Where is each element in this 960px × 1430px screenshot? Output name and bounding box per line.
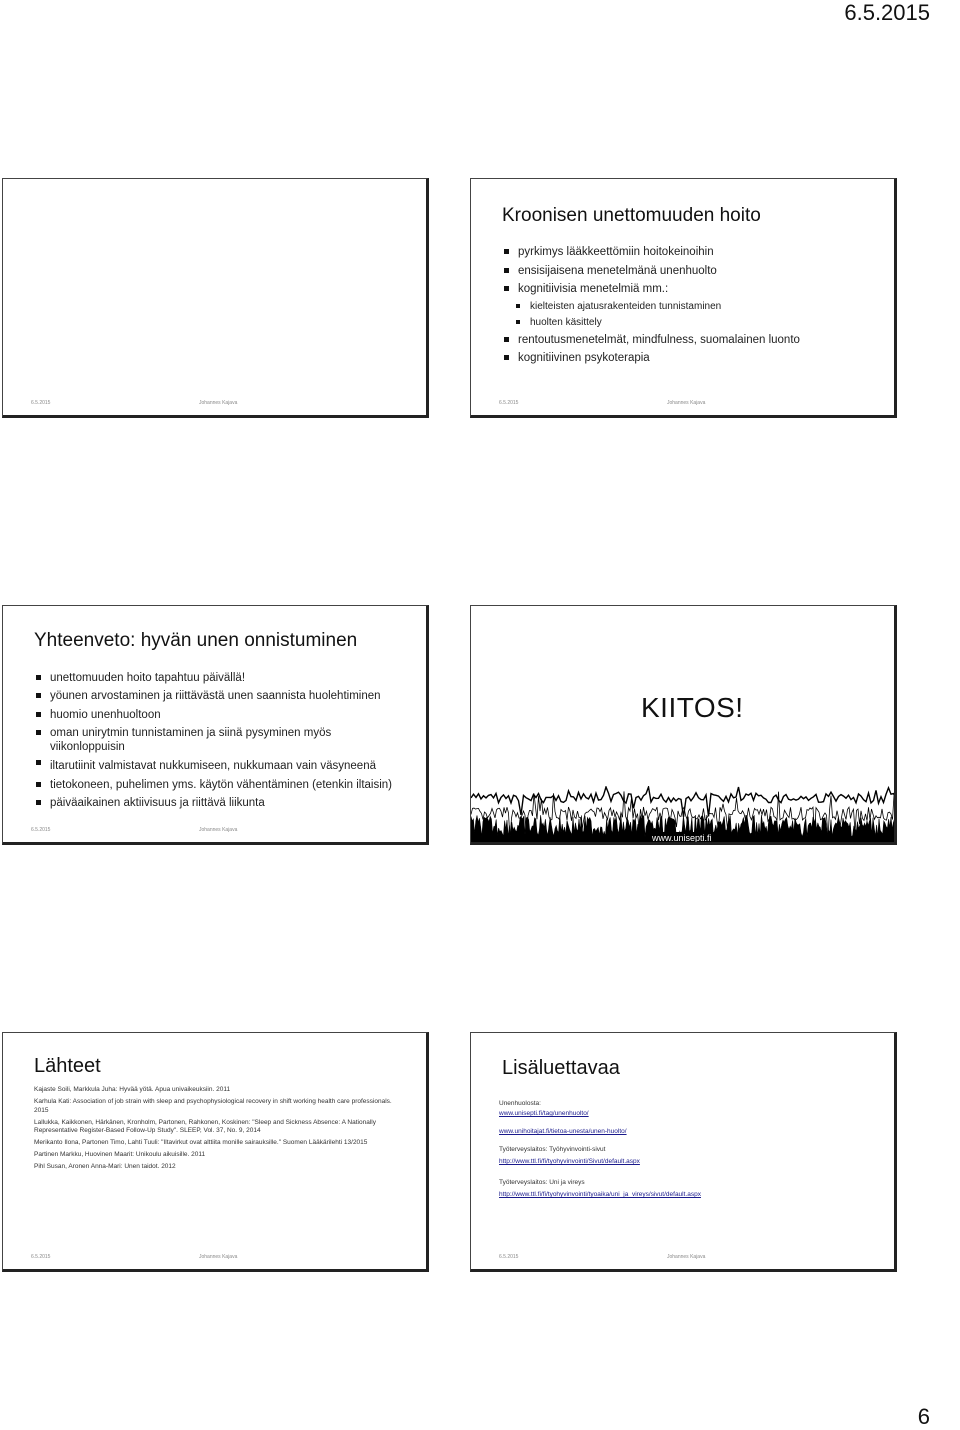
reading-list — [499, 1099, 874, 1200]
slide-title: Kroonisen unettomuuden hoito — [502, 205, 761, 226]
bullet-item: kognitiivinen psykoterapia — [502, 349, 874, 368]
bullet-item: rentoutusmenetelmät, mindfulness, suomalainen luonto — [502, 331, 874, 350]
footer-author: Johannes Kajava — [199, 827, 238, 833]
footer-author: Johannes Kajava — [667, 400, 706, 406]
reading-label: Työterveyslaitos: Uni ja vireys — [499, 1179, 585, 1186]
reference-item: Partinen Markku, Huovinen Maarit: Unikoulu aikuisille. 2011 — [34, 1151, 206, 1158]
bullet-item: iltarutiinit valmistavat nukkumiseen, nukkumaan vain väsyneenä — [34, 754, 406, 775]
footer-date: 6.5.2015 — [499, 400, 519, 406]
footer-author: Johannes Kajava — [199, 1254, 238, 1260]
footer-author: Johannes Kajava — [667, 1254, 706, 1260]
bullet-item: oman unirytmin tunnistaminen ja siinä pysyminen myös — [34, 724, 406, 740]
reference-item: Kajaste Soili, Markkula Juha: Hyvää yötä. Apua univaikeuksiin. 2011 — [34, 1086, 231, 1093]
footer-date: 6.5.2015 — [31, 1254, 51, 1260]
reading-label: Työterveyslaitos: Työhyvinvointi-sivut — [499, 1146, 606, 1153]
reading-link[interactable]: www.unihoitajat.fi/tietoa-unesta/unen-huolto/ — [499, 1128, 627, 1135]
footer-date: 6.5.2015 — [31, 400, 51, 406]
slide-blank — [2, 178, 429, 418]
bullet-item: huomio unenhuoltoon — [34, 706, 406, 724]
slide-title: Yhteenveto: hyvän unen onnistuminen — [34, 630, 358, 651]
slide-title: Lisäluettavaa — [502, 1057, 620, 1079]
bullet-item: kognitiivisia menetelmiä mm.: — [502, 280, 874, 299]
bullet-list — [502, 243, 874, 368]
reading-link[interactable]: www.unisepti.fi/tag/unenhuolto/ — [499, 1110, 589, 1117]
footer-date: 6.5.2015 — [31, 827, 51, 833]
slide-summary — [2, 605, 429, 845]
bullet-list — [34, 669, 406, 812]
slide-sources — [2, 1032, 429, 1272]
slide-thanks — [470, 605, 897, 845]
reference-list — [34, 1086, 396, 1175]
reference-item: Karhula Kati: Association of job strain with sleep and psychophysiological recovery in shift working health care professionals. 2015 — [34, 1098, 392, 1114]
slide-further-reading — [470, 1032, 897, 1272]
thanks-heading: KIITOS! — [641, 692, 744, 723]
slide-title: Lähteet — [34, 1055, 101, 1077]
footer-author: Johannes Kajava — [199, 400, 238, 406]
reference-item: Pihl Susan, Aronen Anna-Mari: Unen taidot. 2012 — [34, 1163, 176, 1170]
bullet-item: unettomuuden hoito tapahtuu päivällä! — [34, 669, 406, 687]
footer-date: 6.5.2015 — [499, 1254, 519, 1260]
reading-label: Unenhuolosta: — [499, 1100, 541, 1107]
bullet-item: pyrkimys lääkkeettömiin hoitokeinoihin — [502, 243, 874, 262]
bullet-item: päiväaikainen aktiivisuus ja riittävä liikunta — [34, 794, 406, 812]
bullet-item: tietokoneen, puhelimen yms. käytön vähentäminen (etenkin iltaisin) — [34, 776, 406, 794]
reading-link[interactable]: http://www.ttl.fi/fi/tyohyvinvointi/Sivut/default.aspx — [499, 1158, 640, 1165]
slide-chronic-insomnia — [470, 178, 897, 418]
sub-bullet-item: huolten käsittely — [502, 315, 874, 331]
bullet-item-continuation: viikonloppuisin — [50, 741, 125, 754]
reference-item: Merikanto Ilona, Partonen Timo, Lahti Tuuli: "Iltavirkut ovat alttiita monille sairauksille." Suomen Lääkärilehti 13/2015 — [34, 1139, 368, 1146]
reading-link[interactable]: http://www.ttl.fi/fi/tyohyvinvointi/tyoaika/uni_ja_vireys/sivut/default.aspx — [499, 1191, 701, 1198]
bullet-item: ensisijaisena menetelmänä unenhuolto — [502, 262, 874, 281]
bullet-item: yöunen arvostaminen ja riittävästä unen saannista huolehtiminen — [34, 687, 406, 705]
page-number: 6 — [917, 1404, 930, 1429]
header-date: 6.5.2015 — [844, 0, 930, 25]
website-label: www.unisepti.fi — [649, 832, 715, 844]
reference-item: Lallukka, Kaikkonen, Härkänen, Kronholm, Partonen, Rahkonen, Koskinen: "Sleep and Sickness Absence: A Nationally Representative Register-Based Follow-Up Study". SLEEP, Vol. 37, No. 9, 2014 — [34, 1118, 376, 1134]
sub-bullet-item: kielteisten ajatusrakenteiden tunnistaminen — [502, 299, 874, 315]
